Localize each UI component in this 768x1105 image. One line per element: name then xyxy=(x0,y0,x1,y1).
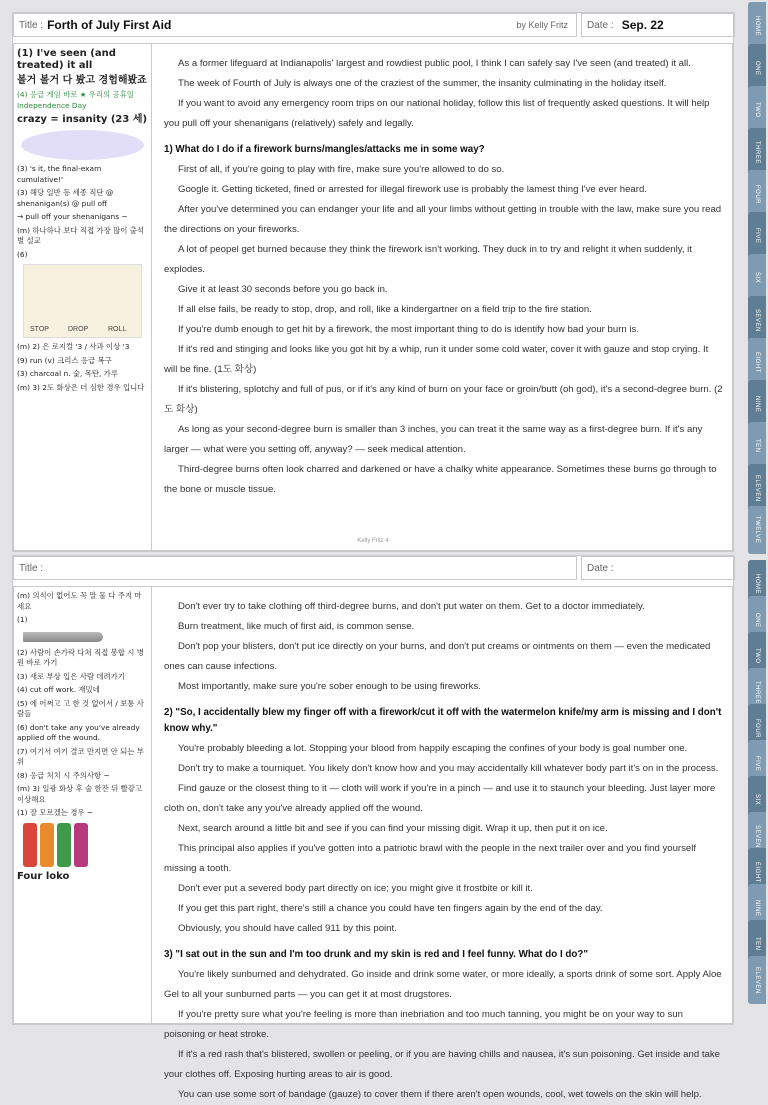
four-loko-cans-illustration xyxy=(23,823,142,867)
illus-label: ROLL xyxy=(108,326,127,333)
tab-label: ONE xyxy=(754,612,760,628)
notebook-page-2 xyxy=(12,555,734,1100)
note-item: (m) 의식이 없어도 꼭 말 물 다 주지 마세요 xyxy=(17,591,142,611)
note-item: 볼거 볼거 다 봤고 경험해봤죠 xyxy=(17,75,147,86)
note-item: (m) 3) 2도 화상은 더 심한 경우 입니다 xyxy=(17,382,145,392)
tab-five[interactable] xyxy=(748,212,766,260)
index-tabs xyxy=(746,0,768,1024)
question-heading: 1) What do I do if a firework burns/mangles/attacks me in some way? xyxy=(164,144,485,155)
tab-label: THREE xyxy=(754,140,760,164)
title-label: Title : xyxy=(19,562,44,574)
note-item: crazy = insanity (23 세) xyxy=(17,114,148,125)
paragraph: You're probably bleeding a lot. Stopping your blood from happily escaping the confines of your body is goal number one. xyxy=(178,743,688,754)
tab-eight[interactable] xyxy=(748,338,766,386)
tab-label: FIVE xyxy=(754,756,760,772)
paragraph: Google it. Getting ticketed, fined or arrested for illegal firework use is probably the lamest thing I've ever heard. xyxy=(178,184,647,195)
cornell-notes-column xyxy=(14,587,152,1023)
note-item: (1) 잘 모르겠는 경우 ~ xyxy=(17,808,94,817)
paragraph: The week of Fourth of July is always one of the craziest of the summer, the insanity culminating in the holiday itself. xyxy=(178,78,667,89)
paragraph: This principal also applies if you've gotten into a patriotic brawl with the people in the next trailer over and you find yourself missing a tooth. xyxy=(164,843,697,874)
paragraph: Next, search around a little bit and see if you can find your missing digit. Wrap it up, then put it on ice. xyxy=(178,823,608,834)
paragraph: If it's a red rash that's blistered, swollen or peeling, or if you are having chills and nausea, it's sun poisoning. Get inside and take your clothes off. Exposing hurting areas to air is good. xyxy=(164,1049,720,1080)
note-item: (2) 사람이 손가락 다쳐 직접 봉합 시 병원 바로 가기 xyxy=(17,647,144,667)
paragraph: Most importantly, make sure you're sober enough to be using fireworks. xyxy=(178,681,481,692)
tab-label: TEN xyxy=(754,937,760,951)
can-image xyxy=(23,823,37,867)
page-body xyxy=(13,586,733,1100)
paragraph: If all else fails, be ready to stop, drop, and roll, like a kindergartner on a field trip to the fire station. xyxy=(178,304,592,315)
date-field[interactable] xyxy=(581,556,735,580)
paragraph: You're likely sunburned and dehydrated. Go inside and drink some water, or more ideally, a sports drink of some sort. Apply Aloe Gel to all your sunburned parts — you can get it at most drugstores. xyxy=(164,969,722,1000)
note-item: (1) I've seen (and treated) it all xyxy=(17,48,116,71)
cornell-notes-column xyxy=(14,44,152,550)
title-field[interactable] xyxy=(13,13,577,37)
tab-label: SIX xyxy=(754,272,760,284)
page-header xyxy=(13,556,733,582)
page-footer: Kelly Fritz 4 xyxy=(357,538,389,544)
date-label: Date : xyxy=(587,19,614,31)
paragraph: You can use some sort of bandage (gauze) to cover them if there aren't open wounds, cool, wet towels on the skin will help. xyxy=(178,1089,702,1100)
tab-label: TWELVE xyxy=(754,516,760,544)
main-text-column xyxy=(152,44,732,550)
paragraph: As a former lifeguard at Indianapolis' largest and rowdiest public pool, I think I can safely say I've seen (and treated) it all. xyxy=(178,58,691,69)
paragraph: Don't try to make a tourniquet. You likely don't know how and you may accidentally kill whatever body part it's on in the process. xyxy=(178,763,719,774)
can-image xyxy=(40,823,54,867)
note-item: (3) 's it, the final-exam cumulative!' xyxy=(17,164,102,184)
tab-eleven[interactable] xyxy=(748,464,766,512)
question-heading: 2) "So, I accidentally blew my finger off with a firework/cut it off with the watermelon knife/my arm is missing and I don't know why." xyxy=(164,707,722,734)
paragraph: A lot of peopel get burned because they think the firework isn't working. They duck in to try and relight it when suddenly, it explodes. xyxy=(164,244,692,275)
page-title: Forth of July First Aid xyxy=(47,18,172,32)
date-field[interactable] xyxy=(581,13,735,37)
note-item: (5) 에 어쩌고 고 한 것 없어서 / 보통 사람들 xyxy=(17,698,144,718)
title-label: Title : xyxy=(19,19,44,31)
note-item: (3) 새로 부상 입은 사람 데려가기 xyxy=(17,671,125,681)
can-image xyxy=(57,823,71,867)
tab-label: TWO xyxy=(754,102,760,118)
paragraph: If you're pretty sure what you're feeling is more than inebriation and too much tanning, you might be on your way to sun poisoning or heat stroke. xyxy=(164,1009,683,1040)
note-item: (m) 2) 은 로지컬 '3 / 사과 이상 '3 xyxy=(17,342,130,351)
tab-label: FOUR xyxy=(754,184,760,204)
main-text-column xyxy=(152,587,732,1100)
tab-four[interactable] xyxy=(748,170,766,218)
paragraph: Don't ever try to take clothing off third-degree burns, and don't put water on them. Get to a doctor immediately. xyxy=(178,601,645,612)
author-text: by Kelly Fritz xyxy=(516,20,568,30)
tab-label: NINE xyxy=(754,395,760,413)
tab-label: TEN xyxy=(754,439,760,453)
tab-label: EIGHT xyxy=(754,861,760,883)
note-item: (6) xyxy=(17,249,28,259)
paragraph: If you get this part right, there's still a chance you could have ten fingers again by the end of the day. xyxy=(178,903,603,914)
tab-eleven[interactable] xyxy=(748,956,766,1004)
tab-label: HOME xyxy=(754,574,760,594)
tab-label: ELEVEN xyxy=(754,966,760,994)
paragraph: If it's blistering, splotchy and full of pus, or if it's any kind of burn on your face or groin/butt (oh god), it's a second-degree burn. (2도 화상) xyxy=(164,384,723,415)
tab-home[interactable] xyxy=(748,2,766,50)
tab-ten[interactable] xyxy=(748,422,766,470)
paragraph: Find gauze or the closest thing to it — cloth will work if you're in a pinch — and use it to staunch your bleeding. Just layer more cloth on, don't take any you've already applied off the wound. xyxy=(164,783,716,814)
tab-one[interactable] xyxy=(748,44,766,92)
paragraph: If it's red and stinging and looks like you got hit by a whip, run it under some cold water, cover it with gauze and stop crying. It will be fine. (1도 화상) xyxy=(164,344,709,375)
paragraph: Don't pop your blisters, don't put ice directly on your burns, and don't put creams or ointments on them — even the medicated ones can cause infections. xyxy=(164,641,711,672)
paragraph: Burn treatment, like much of first aid, is common sense. xyxy=(178,621,415,632)
stop-drop-roll-illustration xyxy=(23,264,142,338)
note-item: Four loko xyxy=(17,870,70,882)
note-item: (6) don't take any you've already applied off the wound. xyxy=(17,722,140,742)
date-label: Date : xyxy=(587,562,614,574)
tab-nine[interactable] xyxy=(748,380,766,428)
tab-label: SIX xyxy=(754,794,760,806)
illus-label: DROP xyxy=(68,326,89,333)
page-body xyxy=(13,43,733,551)
tab-label: SEVEN xyxy=(754,824,760,848)
paragraph: First of all, if you're going to play with fire, make sure you're allowed to do so. xyxy=(178,164,505,175)
tab-seven[interactable] xyxy=(748,296,766,344)
tab-label: SEVEN xyxy=(754,308,760,332)
paragraph: If you want to avoid any emergency room trips on our national holiday, follow this list of frequently asked questions. It will help you pull off your shenanigans (relatively) safely and legally. xyxy=(164,98,710,129)
tab-three[interactable] xyxy=(748,128,766,176)
note-item: (m) 하나하나 보다 직접 가장 많이 출석 별 설교 xyxy=(17,225,145,245)
note-item: → pull off your shenanigans ~ xyxy=(17,212,128,221)
note-item: (8) 응급 처치 시 주의사항 ~ xyxy=(17,770,110,780)
note-item: (9) run (v) 크리스 응급 복구 xyxy=(17,355,112,365)
paragraph: Give it at least 30 seconds before you go back in. xyxy=(178,284,388,295)
tab-two[interactable] xyxy=(748,86,766,134)
note-item: (7) 여기서 여기 결코 만지면 안 되는 부위 xyxy=(17,746,144,766)
can-image xyxy=(74,823,88,867)
paragraph: As long as your second-degree burn is smaller than 3 inches, you can treat it the same way as a first-degree burn. If it's any larger — what were you setting off, anyway? — seek medical attention. xyxy=(164,424,703,455)
note-item: (3) charcoal n. 숯, 목탄, 가루 xyxy=(17,369,118,378)
page-header xyxy=(13,13,733,39)
tab-label: THREE xyxy=(754,680,760,704)
notebook-page-1 xyxy=(12,12,734,552)
note-item: (3) 해당 일반 등 세종 직단 @ shenanigan(s) @ pull off xyxy=(17,188,114,208)
tab-twelve[interactable] xyxy=(748,506,766,554)
note-item: (1) xyxy=(17,615,28,624)
paragraph: If you're dumb enough to get hit by a firework, the most important thing to do is identify how bad your burn is. xyxy=(178,324,639,335)
tab-label: EIGHT xyxy=(754,351,760,373)
scribble-bubble xyxy=(21,130,144,160)
question-heading: 3) "I sat out in the sun and I'm too drunk and my skin is red and I feel funny. What do I do?" xyxy=(164,949,589,960)
paragraph: Don't ever put a severed body part directly on ice; you might give it frostbite or kill it. xyxy=(178,883,533,894)
paragraph: Third-degree burns often look charred and darkened or have a chalky white appearance. Sometimes these burns go through to the bone or muscle tissue. xyxy=(164,464,717,495)
tab-label: ONE xyxy=(754,60,760,76)
tab-label: FIVE xyxy=(754,228,760,244)
title-field[interactable] xyxy=(13,556,577,580)
tab-label: TWO xyxy=(754,648,760,664)
tab-label: FOUR xyxy=(754,718,760,738)
knife-illustration xyxy=(23,632,103,642)
tab-label: HOME xyxy=(754,16,760,36)
date-value: Sep. 22 xyxy=(621,18,664,32)
tab-label: ELEVEN xyxy=(754,474,760,502)
paragraph: After you've determined you can endanger your life and all your limbs without getting in trouble with the law, make sure you read the directions on your fireworks. xyxy=(164,204,722,235)
note-item: (4) 응급 게임 바로 ★ 우리의 공휴일 Independence Day xyxy=(17,90,134,110)
tab-label: NINE xyxy=(754,899,760,917)
illus-label: STOP xyxy=(30,326,49,333)
paragraph: Obviously, you should have called 911 by this point. xyxy=(178,923,397,934)
note-item: (m) 3) 일광 화상 후 술 한잔 뒤 빨갛고 이상해요 xyxy=(17,784,143,804)
note-item: (4) cut off work. 재밌네 xyxy=(17,685,100,694)
tab-six[interactable] xyxy=(748,254,766,302)
